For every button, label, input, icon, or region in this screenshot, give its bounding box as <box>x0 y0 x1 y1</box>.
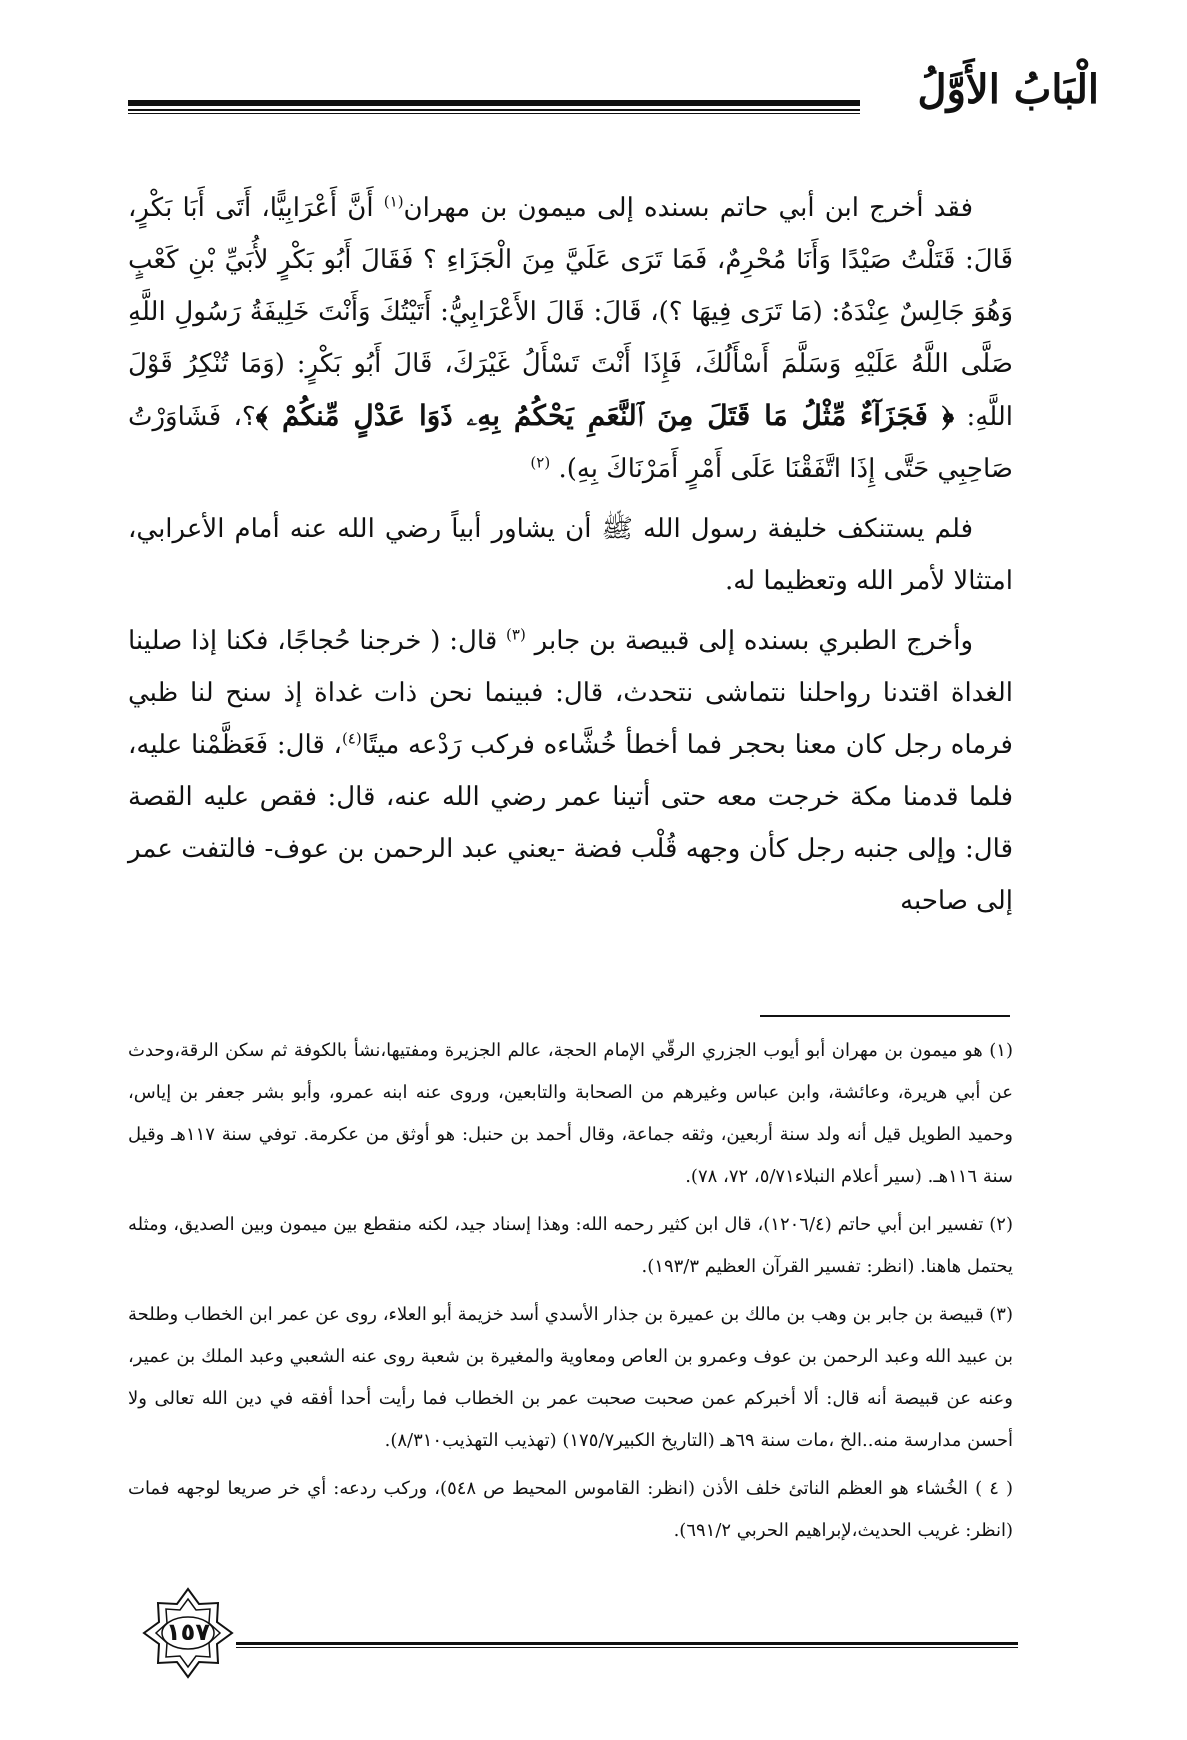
footnote: (٣) قبيصة بن جابر بن وهب بن مالك بن عميرة بن جذار الأسدي أسد خزيمة أبو العلاء، روى عن عمر ابن الخطاب وطلحة بن عبيد الله وعبد الرحمن بن عوف وعمرو بن العاص ومعاوية والمغيرة بن شعبة روى عنه الشعبي وعبد الملك بن عمير، وعنه عن قبيصة أنه قال: ألا أخبركم عمن صحبت صحبت عمر بن الخطاب فما رأيت أحدا أفقه في دين الله تعالى ولا أحسن مدارسة منه..الخ ،مات سنة ٦٩هـ (التاريخ الكبير١٧٥/٧) (تهذيب التهذيب٨/٣١٠). <box>128 1304 1013 1451</box>
footnote: (٢) تفسير ابن أبي حاتم (١٢٠٦/٤)، قال ابن كثير رحمه الله: وهذا إسناد جيد، لكنه منقطع بين ميمون وبين الصديق، ومثله يحتمل هاهنا. (انظر: تفسير القرآن العظيم ١٩٣/٣). <box>128 1214 1013 1277</box>
paragraph-2: فلم يستنكف خليفة رسول الله ﷺ أن يشاور أبياً رضي الله عنه أمام الأعرابي، امتثالا لأمر الله وتعظيما له. <box>128 514 1013 596</box>
footnote-ref-1: (١) <box>383 192 404 211</box>
paragraph-1: فقد أخرج ابن أبي حاتم بسنده إلى ميمون بن مهران$^{(١)}$ أَنَّ أَعْرَابِيًّا، أَتَى أَبَا بَكْرٍ، قَالَ: قَتَلْتُ صَيْدًا وَأَنَا مُحْرِمٌ، فَمَا تَرَى عَلَيَّ مِنَ الْجَزَاءِ ؟ فَقَالَ أَبُو بَكْرٍ لأُبَيِّ بْنِ كَعْبٍ وَهُوَ جَالِسٌ عِنْدَهُ: (مَا تَرَى فِيهَا ؟)، قَالَ: قَالَ الأَعْرَابِيُّ: أَتَيْتُكَ وَأَنْتَ خَلِيفَةُ رَسُولِ اللَّهِ صَلَّى اللَّهُ عَلَيْهِ وَسَلَّمَ أَسْأَلُكَ، فَإِذَا أَنْتَ تَسْأَلُ غَيْرَكَ، قَالَ أَبُو بَكْرٍ: (وَمَا تُنْكِرُ قَوْلَ اللَّهِ: ﴿ فَجَزَآءٌ مِّثْلُ مَا قَتَلَ مِنَ ٱلنَّعَمِ يَحْكُمُ بِهِۦ ذَوَا عَدْلٍ مِّنكُمْ ﴾؟، فَشَاوَرْتُ صَاحِبِي حَتَّى إِذَا اتَّفَقْنَا عَلَى أَمْرٍ أَمَرْنَاكَ بِهِ). $^{(٢)}$ <box>128 192 1013 484</box>
footnote-ref-2: (٢) <box>530 453 551 472</box>
header-rule <box>128 100 860 116</box>
main-text <box>128 182 1013 935</box>
footnote-ref-4: (٤) <box>341 729 362 748</box>
footnote: ( ٤ ) الخُشاء هو العظم الناتئ خلف الأذن (انظر: القاموس المحيط ص ٥٤٨)، وركب ردعه: أي خر صريعا لوجهه فمات (انظر: غريب الحديث،لإبراهيم الحربي ٦٩١/٢). <box>128 1478 1014 1541</box>
footer-rule <box>236 1642 1018 1649</box>
footnotes <box>128 1030 1013 1558</box>
chapter-title: الْبَابُ الأَوَّلُ <box>917 66 1099 113</box>
quran-verse: ﴿ فَجَزَآءٌ مِّثْلُ مَا قَتَلَ مِنَ ٱلنَّعَمِ يَحْكُمُ بِهِۦ ذَوَا عَدْلٍ مِّنكُمْ ﴾ <box>255 399 955 432</box>
footnote: (١) هو ميمون بن مهران أبو أيوب الجزري الرقّي الإمام الحجة، عالم الجزيرة ومفتيها،نشأ بالكوفة ثم سكن الرقة،وحدث عن أبي هريرة، وعائشة، وابن عباس وغيرهم من الصحابة والتابعين، وروى عنه ابنه عمرو، وأبو بشر جعفر بن إياس، وحميد الطويل قيل أنه ولد سنة أربعين، وثقه جماعة، وقال أحمد بن حنبل: هو أوثق من عكرمة. توفي سنة ١١٧هـ وقيل سنة ١١٦هـ. (سير أعلام النبلاء٥/٧١، ٧٢، ٧٨). <box>128 1040 1013 1187</box>
paragraph-3: وأخرج الطبري بسنده إلى قبيصة بن جابر $^{(٣)}$ قال: ( خرجنا حُجاجًا، فكنا إذا صلينا الغداة اقتدنا رواحلنا نتماشى نتحدث، قال: فبينما نحن ذات غداة إذ سنح لنا ظبي فرماه رجل كان معنا بحجر فما أخطأ خُشَّاءه فركب رَدْعه ميتًا$^{(٤)}$، قال: فَعَظَّمْنا عليه، فلما قدمنا مكة خرجت معه حتى أتينا عمر رضي الله عنه، قال: فقص عليه القصة قال: وإلى جنبه رجل كأن وجهه قُلْب فضة -يعني عبد الرحمن بن عوف- فالتفت عمر إلى صاحبه <box>128 625 1013 916</box>
footnote-separator <box>760 1015 1010 1017</box>
footnote-ref-3: (٣) <box>506 625 526 644</box>
page-number: ١٥٧ <box>166 1618 210 1646</box>
